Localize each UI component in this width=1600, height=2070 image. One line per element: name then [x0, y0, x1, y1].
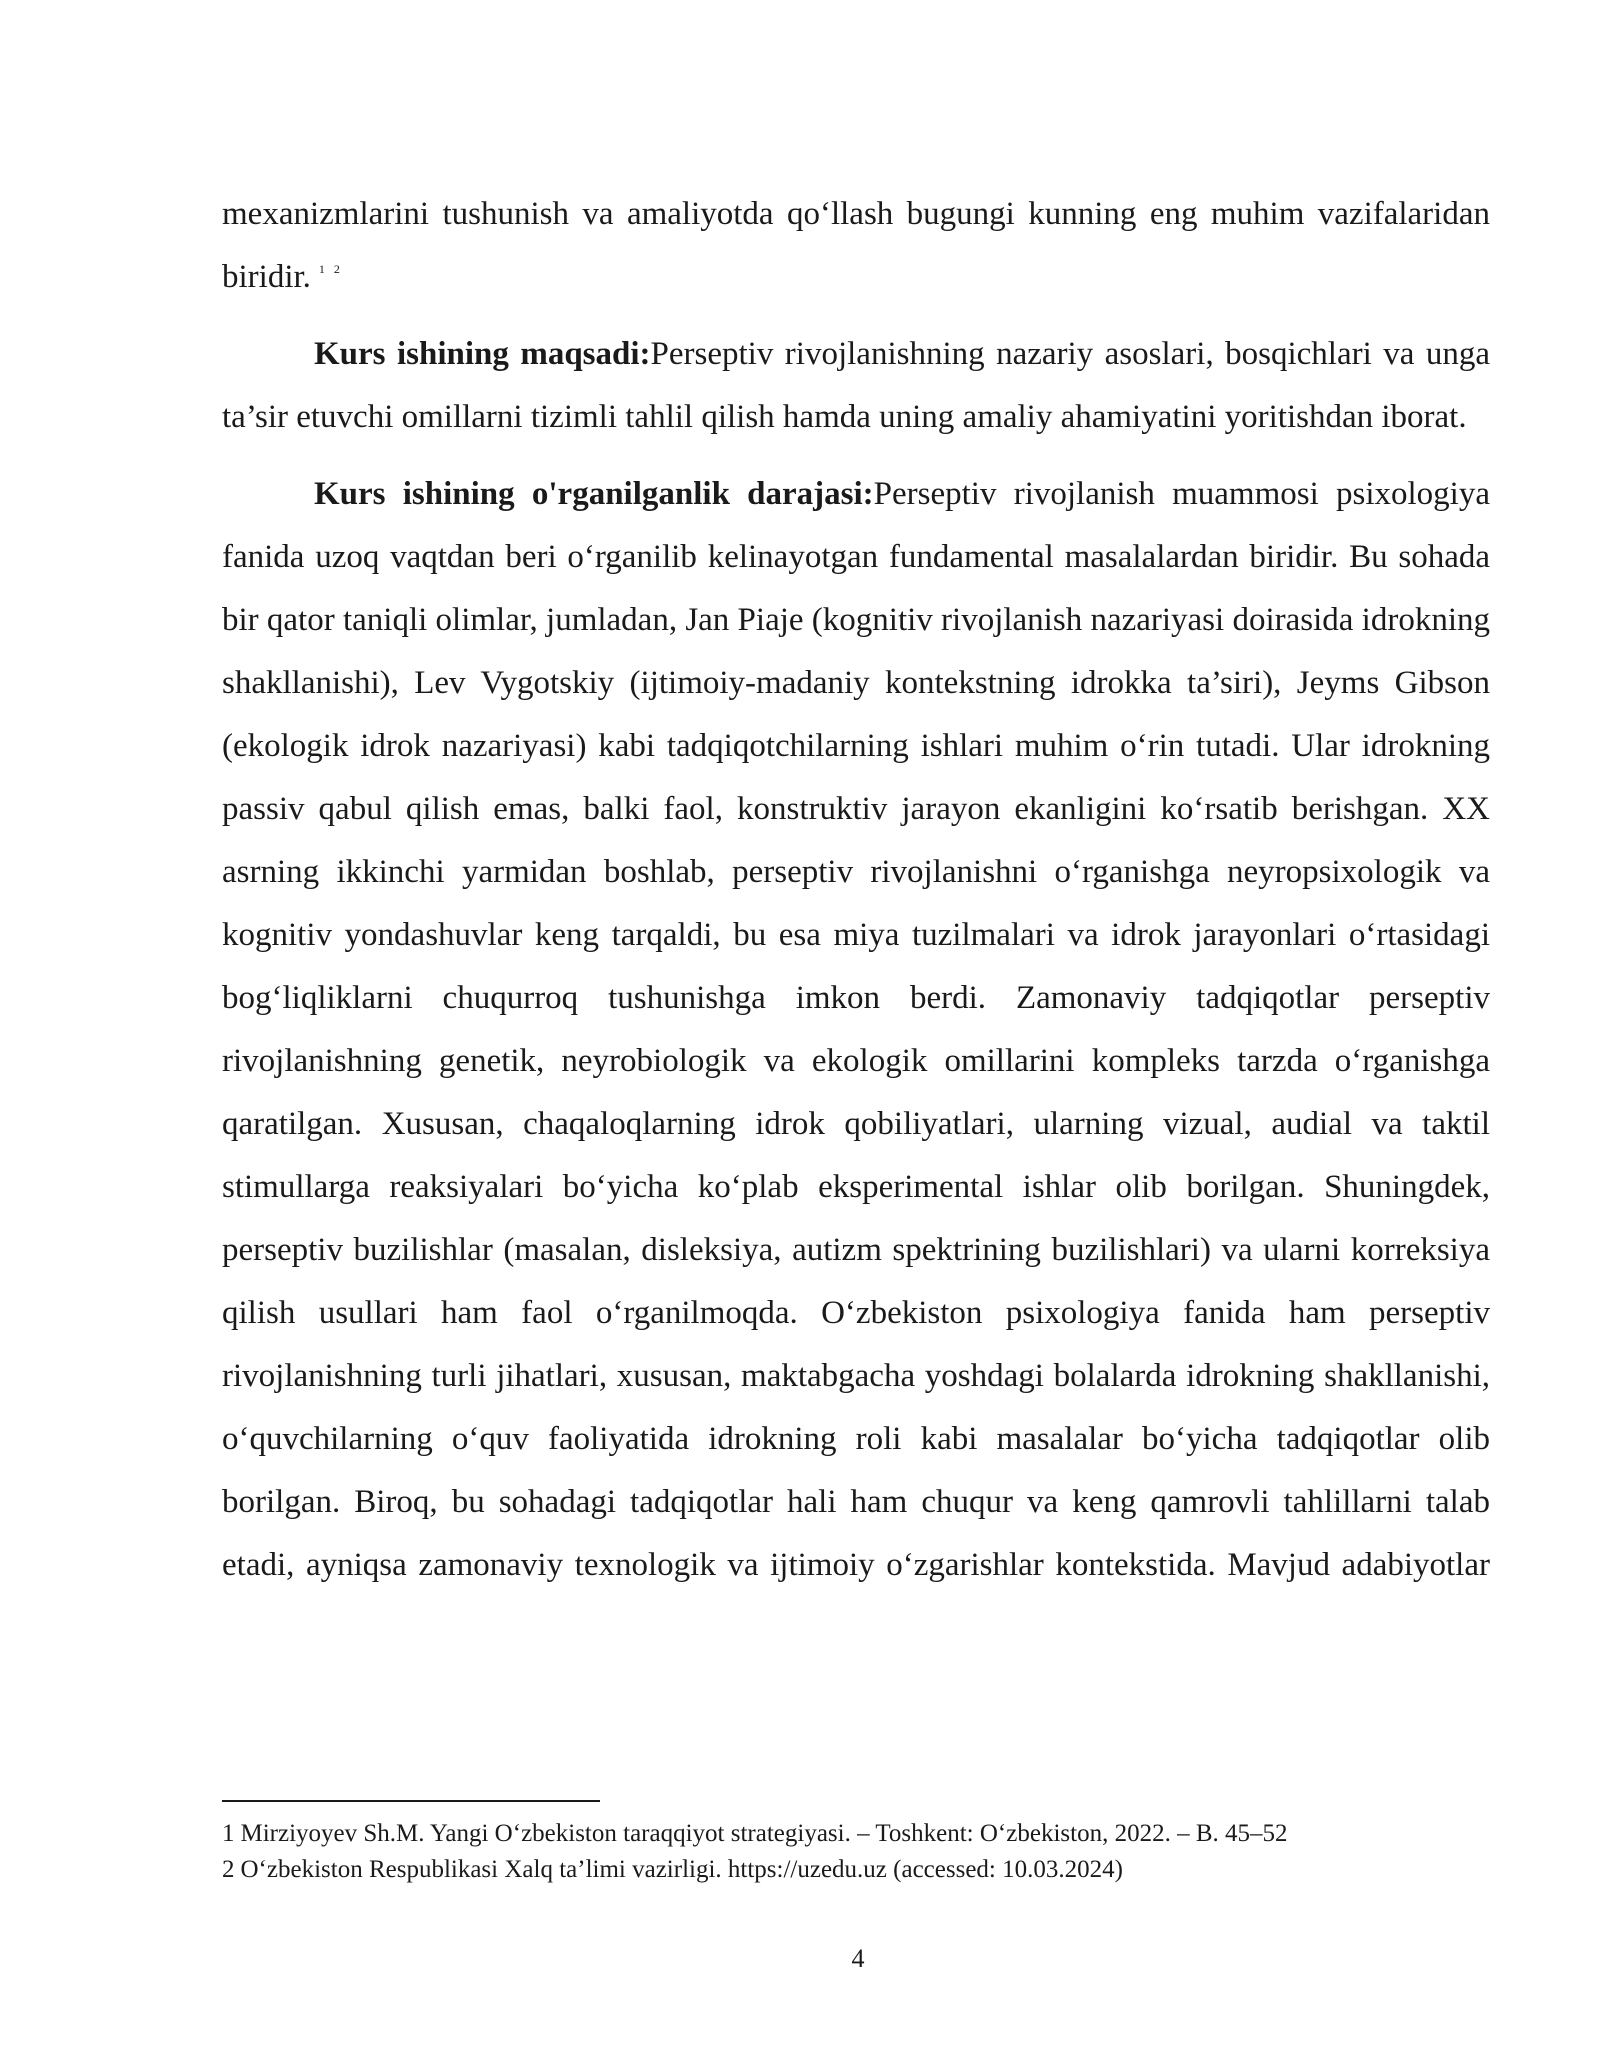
footnote-text: O‘zbekiston Respublikasi Xalq ta’limi vazirligi. https://uzedu.uz (accessed: 10.03.2024)	[240, 1856, 1123, 1883]
page-number: 4	[851, 1944, 865, 1973]
paragraph-study-level	[222, 463, 1490, 1597]
footnote-1	[222, 1816, 1490, 1852]
paragraph-text: mexanizmlarini tushunish va amaliyotda qo‘llash bugungi kunning eng muhim vazifalaridan biridir.	[222, 196, 1490, 295]
study-level-heading: Kurs ishining o'rganilganlik darajasi:	[314, 476, 874, 512]
aim-heading: Kurs ishining maqsadi:	[314, 336, 651, 372]
footnote-number: 2	[222, 1856, 235, 1883]
footnote-separator	[222, 1800, 600, 1802]
footnote-2	[222, 1852, 1490, 1888]
footnotes	[222, 1816, 1490, 1888]
paragraph-aim	[222, 323, 1490, 449]
footnote-number: 1	[222, 1820, 235, 1847]
footnote-text: Mirziyoyev Sh.M. Yangi O‘zbekiston taraqqiyot strategiyasi. – Toshkent: O‘zbekiston, 2022. – B. 45–52	[240, 1820, 1288, 1847]
footnote-reference-marks: 1 2	[318, 262, 343, 276]
study-level-text: Perseptiv rivojlanish muammosi psixologiya fanida uzoq vaqtdan beri o‘rganilib kelinayotgan fundamental masalalardan biridir. Bu sohada bir qator taniqli olimlar, jumladan, Jan Piaje (kognitiv rivojlanish nazariyasi doirasida idrokning shakllanishi), Lev Vygotskiy (ijtimoiy-madaniy kontekstning idrokka ta’siri), Jeyms Gibson (ekologik idrok nazariyasi) kabi tadqiqotchilarning ishlari muhim o‘rin tutadi. Ular idrokning passiv qabul qilish emas, balki faol, konstruktiv jarayon ekanligini ko‘rsatib berishgan. XX asrning ikkinchi yarmidan boshlab, perseptiv rivojlanishni o‘rganishga neyropsixologik va kognitiv yondashuvlar keng tarqaldi, bu esa miya tuzilmalari va idrok jarayonlari o‘rtasidagi bog‘liqliklarni chuqurroq tushunishga imkon berdi. Zamonaviy tadqiqotlar perseptiv rivojlanishning genetik, neyrobiologik va ekologik omillarini kompleks tarzda o‘rganishga qaratilgan. Xususan, chaqaloqlarning idrok qobiliyatlari, ularning vizual, audial va taktil stimullarga reaksiyalari bo‘yicha ko‘plab eksperimental ishlar olib borilgan. Shuningdek, perseptiv buzilishlar (masalan, disleksiya, autizm spektrining buzilishlari) va ularni korreksiya qilish usullari ham faol o‘rganilmoqda. O‘zbekiston psixologiya fanida ham perseptiv rivojlanishning turli jihatlari, xususan, maktabgacha yoshdagi bolalarda idrokning shakllanishi, o‘quvchilarning o‘quv faoliyatida idrokning roli kabi masalalar bo‘yicha tadqiqotlar olib borilgan. Biroq, bu sohadagi tadqiqotlar hali ham chuqur va keng qamrovli tahlillarni talab etadi, ayniqsa zamonaviy texnologik va ijtimoiy o‘zgarishlar kontekstida. Mavjud adabiyotlar	[222, 476, 1490, 1583]
aim-text: Perseptiv rivojlanishning nazariy asoslari, bosqichlari va unga ta’sir etuvchi omillarni tizimli tahlil qilish hamda uning amaliy ahamiyatini yoritishdan iborat.	[222, 336, 1490, 435]
paragraph-continued	[222, 183, 1490, 309]
body-text	[222, 183, 1490, 1597]
